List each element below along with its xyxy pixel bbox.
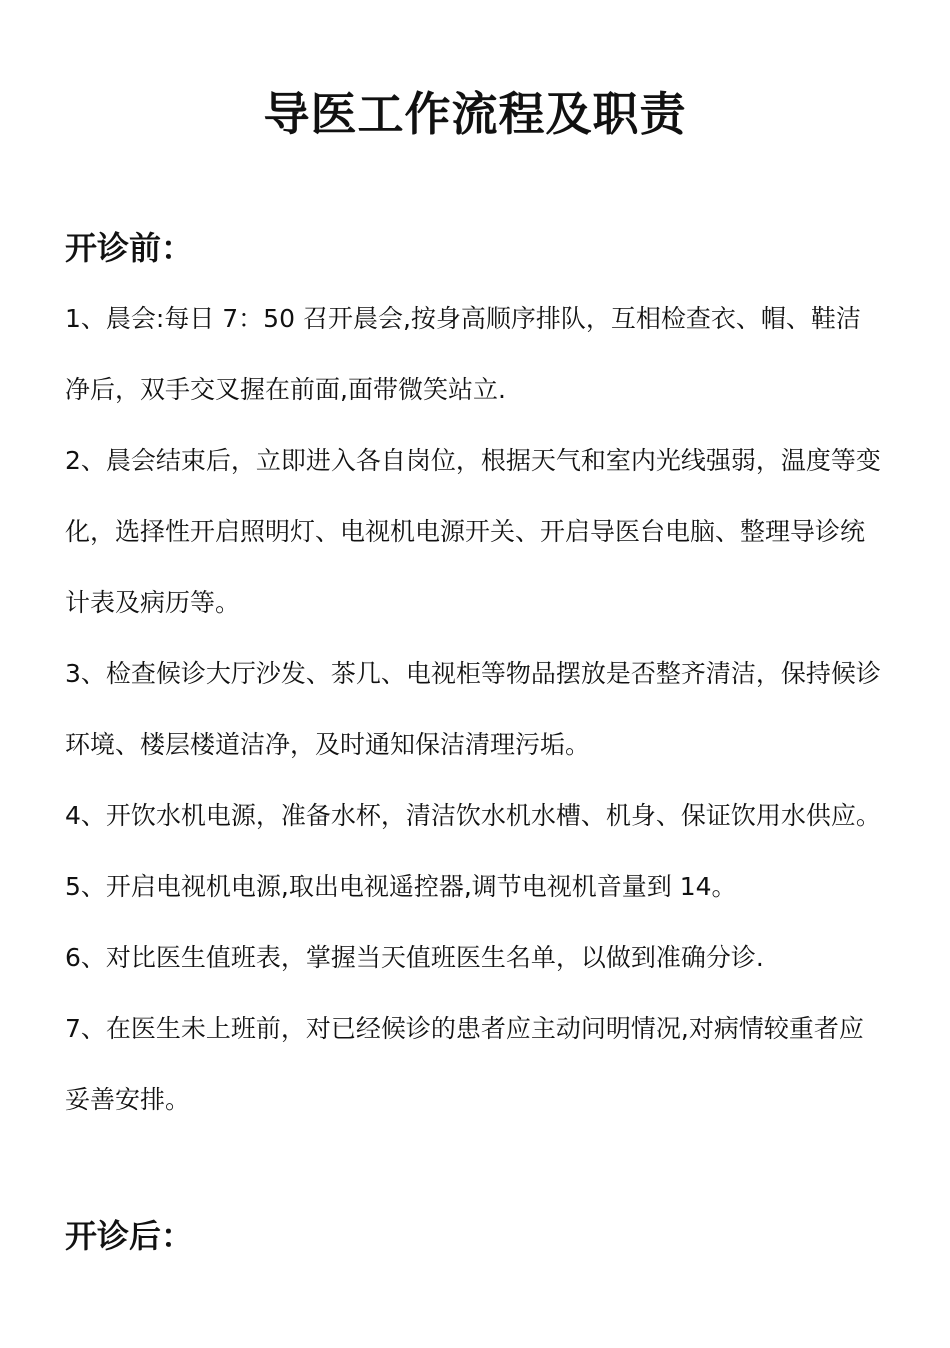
before-opening-list (65, 283, 883, 1135)
list-item: 2、晨会结束后，立即进入各自岗位，根据天气和室内光线强弱，温度等变化，选择性开启照明灯、电视机电源开关、开启导医台电脑、整理导诊统计表及病历等。 (65, 446, 881, 617)
list-item: 5、开启电视机电源,取出电视遥控器,调节电视机音量到 14。 (65, 872, 737, 901)
list-item: 3、检查候诊大厅沙发、茶几、电视柜等物品摆放是否整齐清洁，保持候诊环境、楼层楼道洁净，及时通知保洁清理污垢。 (65, 659, 881, 759)
section-heading-after-opening: 开诊后： (65, 1217, 194, 1255)
list-item: 1、晨会:每日 7：50 召开晨会,按身高顺序排队，互相检查衣、帽、鞋洁净后，双手交叉握在前面,面带微笑站立. (65, 304, 861, 404)
list-item: 6、对比医生值班表，掌握当天值班医生名单，以做到准确分诊. (65, 943, 764, 972)
section-heading-before-opening: 开诊前： (65, 229, 194, 267)
list-item: 7、在医生未上班前，对已经候诊的患者应主动问明情况,对病情较重者应妥善安排。 (65, 1014, 864, 1114)
list-item: 4、开饮水机电源，准备水杯，清洁饮水机水槽、机身、保证饮用水供应。 (65, 801, 881, 830)
document-title: 导医工作流程及职责 (263, 87, 687, 141)
